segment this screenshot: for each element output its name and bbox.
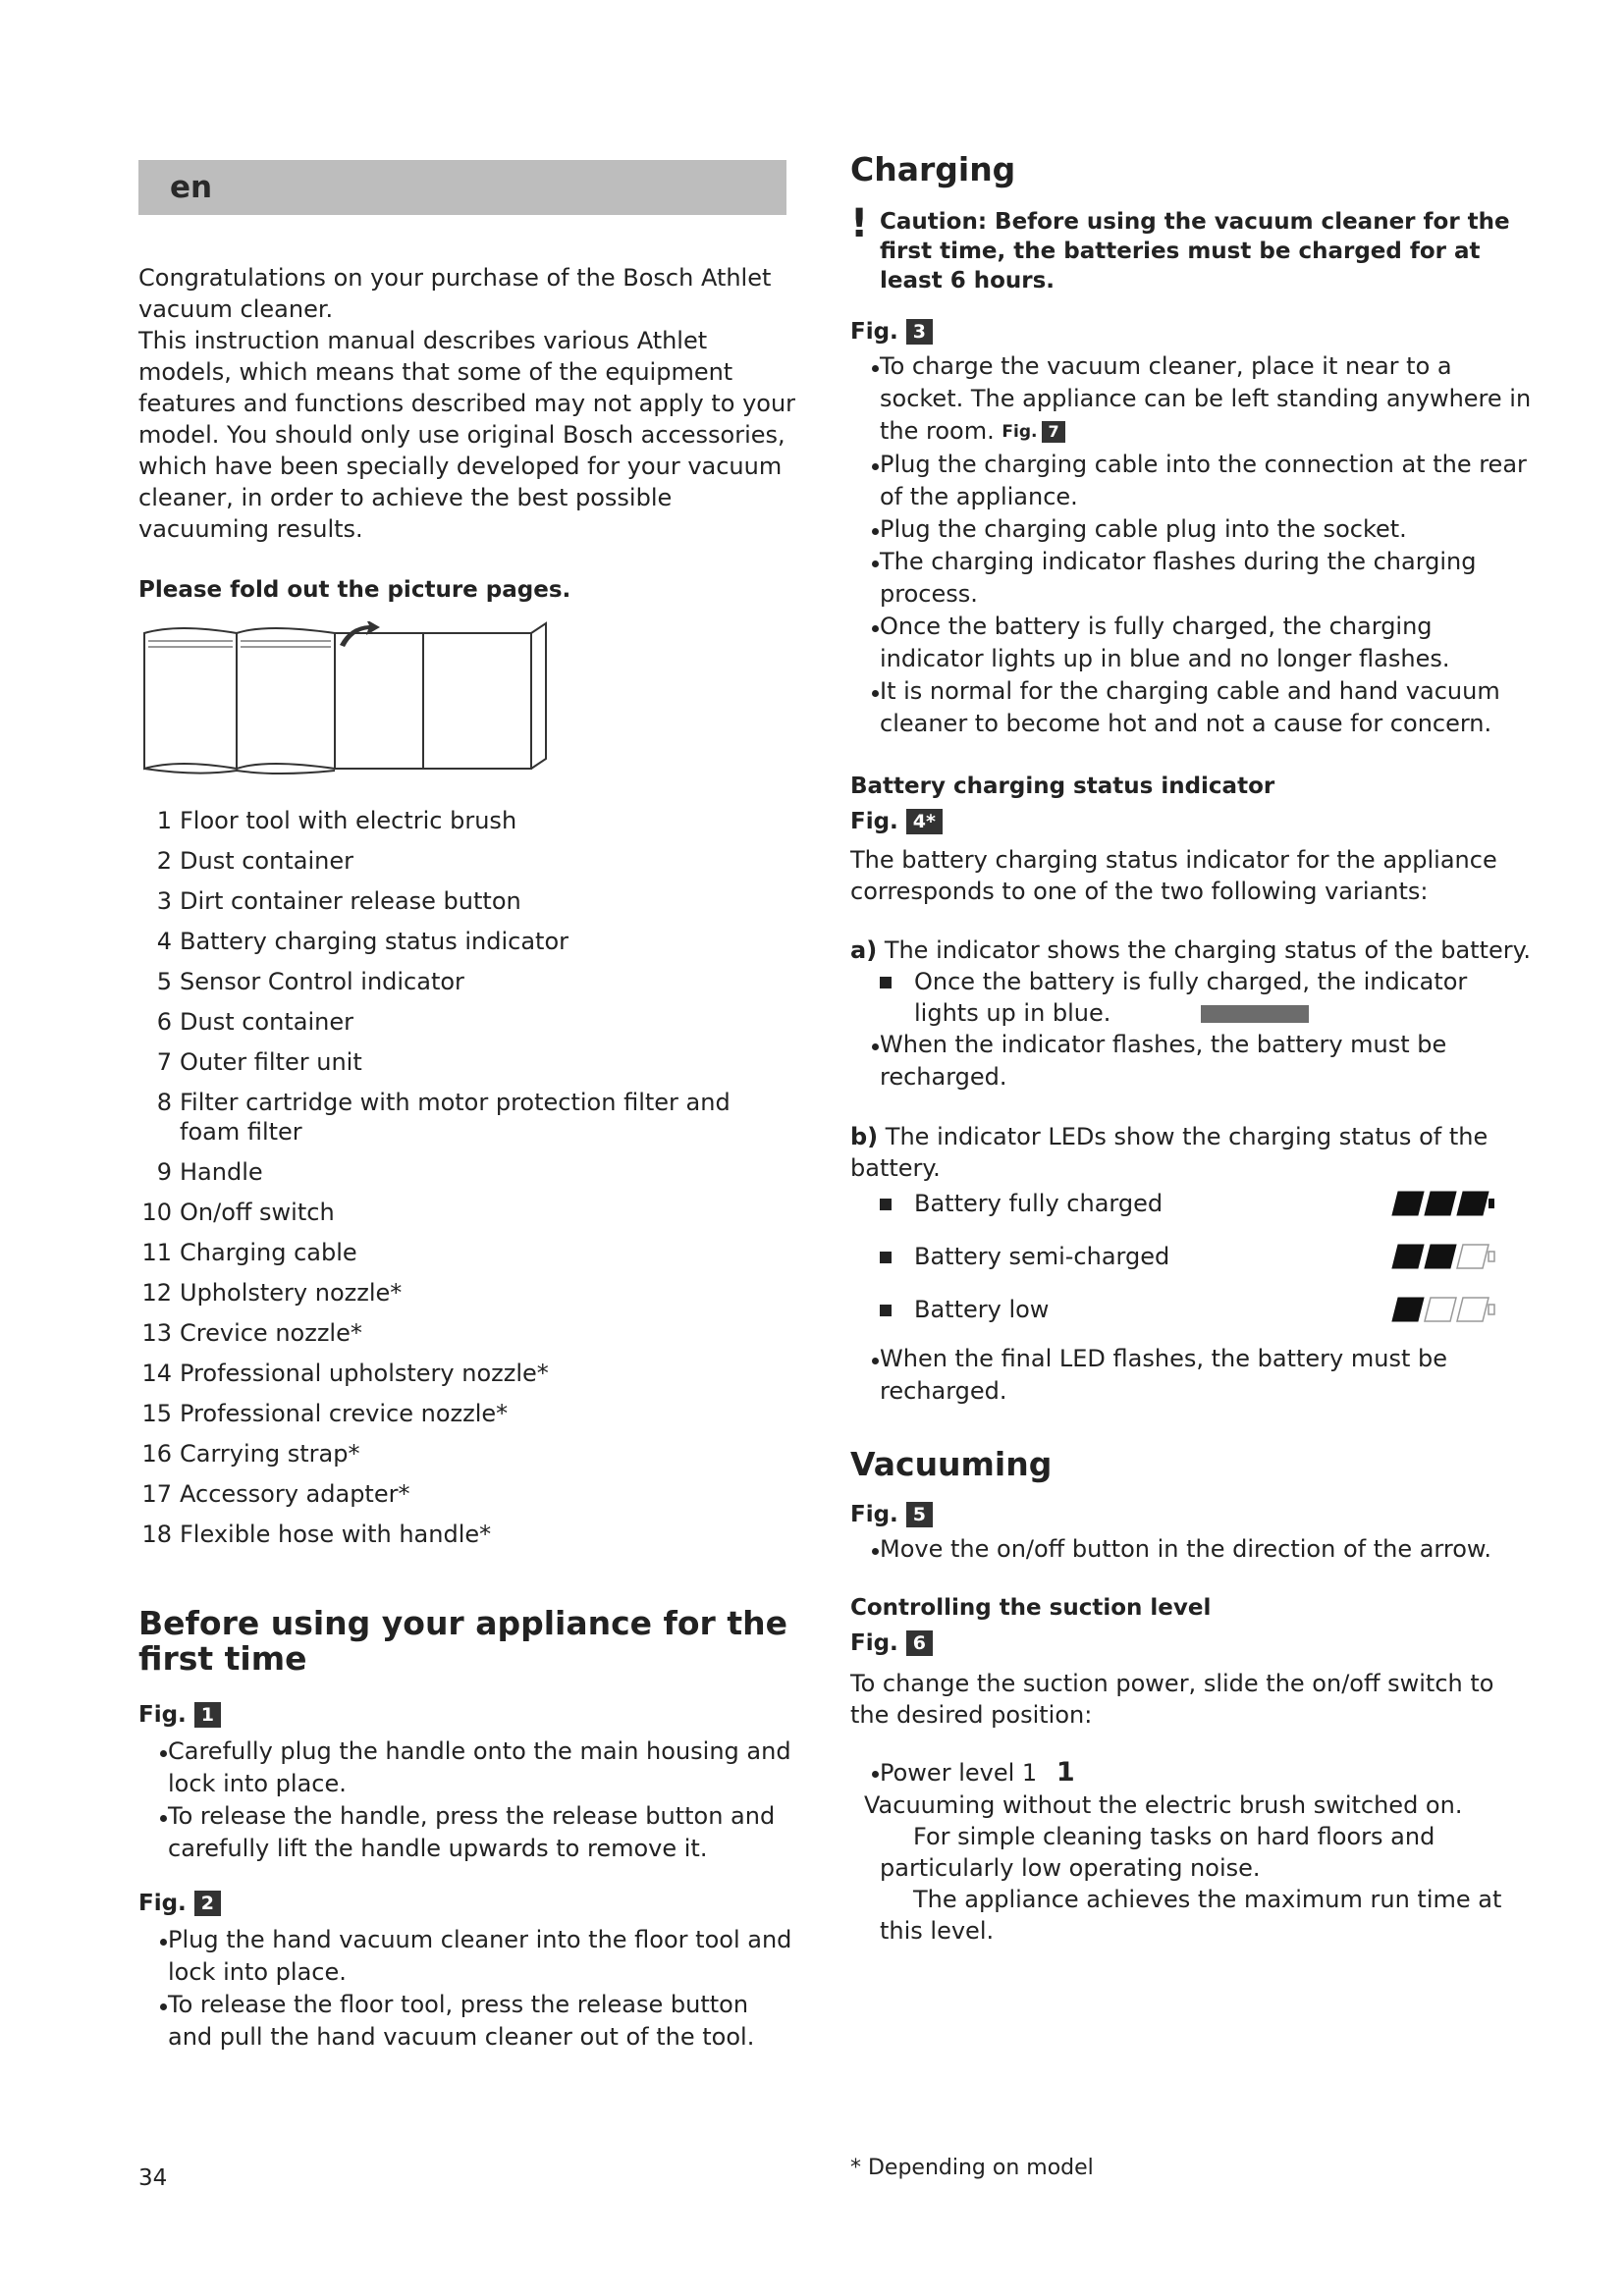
- part-number: 3: [156, 887, 172, 915]
- intro-paragraph-1: Congratulations on your purchase of the Bosch Athlet vacuum cleaner.: [138, 264, 772, 323]
- part-number: 1: [156, 807, 172, 834]
- list-item: To charge the vacuum cleaner, place it near to a socket. The appliance can be left standing anywhere in the room. Fig. 7: [850, 350, 1538, 449]
- fig-4-label: Fig. 4*: [850, 809, 1538, 834]
- list-item: [138, 927, 796, 956]
- final-led-note: [850, 1343, 1538, 1408]
- fig-7-reference: Fig. 7: [1001, 416, 1064, 449]
- battery-tip: [1489, 1252, 1494, 1261]
- variant-a-items: [850, 966, 1538, 1029]
- battery-icon: [1382, 1295, 1498, 1324]
- warning-icon: !: [850, 201, 869, 246]
- battery-level-label: Battery fully charged: [850, 1188, 1163, 1219]
- part-number: 10: [141, 1199, 172, 1226]
- list-item: [138, 846, 796, 876]
- part-label: Professional upholstery nozzle*: [180, 1360, 549, 1387]
- charging-steps: [850, 350, 1538, 740]
- power-level-paragraph-2: The appliance achieves the maximum run time at this level.: [880, 1885, 1502, 1945]
- battery-level-label: Battery semi-charged: [850, 1241, 1169, 1272]
- language-bar: [138, 160, 786, 215]
- part-number: 2: [156, 847, 172, 875]
- list-item: When the indicator flashes, the battery must be recharged.: [850, 1029, 1538, 1094]
- part-label: Accessory adapter*: [180, 1480, 410, 1508]
- battery-segment: [1457, 1192, 1489, 1215]
- left-column: [138, 160, 796, 2054]
- part-label: Upholstery nozzle*: [180, 1279, 403, 1307]
- battery-level-row: [850, 1241, 1498, 1272]
- battery-level-row: [850, 1294, 1498, 1325]
- fig-2-label: Fig. 2: [138, 1891, 796, 1916]
- part-label: Dust container: [180, 847, 353, 875]
- battery-segment: [1392, 1245, 1424, 1268]
- part-label: Sensor Control indicator: [180, 968, 464, 995]
- list-item: Once the battery is fully charged, the charging indicator lights up in blue and no longer flashes.: [850, 611, 1538, 675]
- blue-indicator-bar: [1201, 1005, 1309, 1023]
- part-number: 4: [156, 928, 172, 955]
- page-number: 34: [138, 2165, 168, 2191]
- battery-segment: [1392, 1192, 1424, 1215]
- part-label: Floor tool with electric brush: [180, 807, 517, 834]
- fig-1-number: 1: [194, 1702, 221, 1728]
- battery-icon: [1382, 1189, 1498, 1218]
- power-level-paragraph-1: For simple cleaning tasks on hard floors and particularly low operating noise.: [880, 1822, 1435, 1882]
- battery-icon: [1382, 1242, 1498, 1271]
- list-item: Move the on/off button in the direction of the arrow.: [850, 1533, 1538, 1566]
- suction-level-heading: Controlling the suction level: [850, 1594, 1212, 1621]
- caution-note: [850, 201, 1538, 295]
- part-label: On/off switch: [180, 1199, 335, 1226]
- battery-segment: [1425, 1298, 1456, 1321]
- battery-level-row: [850, 1188, 1498, 1219]
- battery-segment: [1457, 1298, 1489, 1321]
- list-item: [138, 1479, 796, 1509]
- list-item: [138, 1359, 796, 1388]
- part-number: 18: [141, 1521, 172, 1548]
- list-item: Plug the charging cable plug into the socket.: [850, 513, 1538, 546]
- part-number: 11: [141, 1239, 172, 1266]
- list-item: When the final LED flashes, the battery must be recharged.: [850, 1343, 1538, 1408]
- part-label: Crevice nozzle*: [180, 1319, 362, 1347]
- part-label: Dirt container release button: [180, 887, 521, 915]
- list-item: Carefully plug the handle onto the main housing and lock into place.: [138, 1735, 796, 1800]
- fig-5-number: 5: [906, 1502, 933, 1527]
- list-item: [138, 1399, 796, 1428]
- part-label: Carrying strap*: [180, 1440, 360, 1468]
- list-item: [138, 1088, 796, 1147]
- part-number: 15: [141, 1400, 172, 1427]
- battery-segment: [1425, 1245, 1456, 1268]
- fig-5-label: Fig. 5: [850, 1502, 1538, 1527]
- power-level-list: [850, 1756, 1538, 1789]
- battery-segment: [1425, 1192, 1456, 1215]
- fig-2-steps: [138, 1924, 796, 2054]
- fold-note: Please fold out the picture pages.: [138, 577, 571, 603]
- battery-level-label: Battery low: [850, 1294, 1049, 1325]
- fig-3-label: Fig. 3: [850, 319, 1538, 345]
- list-item: [138, 1198, 796, 1227]
- parts-list: [138, 806, 796, 1549]
- part-number: 16: [141, 1440, 172, 1468]
- part-label: Dust container: [180, 1008, 353, 1036]
- list-item: To release the handle, press the release button and carefully lift the handle upwards to remove it.: [138, 1800, 796, 1865]
- list-item: Once the battery is fully charged, the indicator lights up in blue.: [850, 966, 1538, 1029]
- list-item: The charging indicator flashes during the charging process.: [850, 546, 1538, 611]
- list-item: [138, 1047, 796, 1077]
- vacuuming-steps: [850, 1533, 1538, 1566]
- part-number: 7: [156, 1048, 172, 1076]
- list-item: [138, 806, 796, 835]
- fig-1-steps: [138, 1735, 796, 1865]
- list-item: [138, 1439, 796, 1468]
- part-number: 9: [156, 1158, 172, 1186]
- list-item: [138, 1157, 796, 1187]
- list-item: [138, 1520, 796, 1549]
- footnote: * Depending on model: [850, 2156, 1094, 2180]
- list-item: Plug the charging cable into the connection at the rear of the appliance.: [850, 449, 1538, 513]
- list-item: [138, 886, 796, 916]
- part-number: 13: [141, 1319, 172, 1347]
- part-number: 5: [156, 968, 172, 995]
- before-first-use-heading: Before using your appliance for the first time: [138, 1604, 787, 1678]
- power-level-line: Vacuuming without the electric brush switched on.: [864, 1790, 1463, 1819]
- variant-b: b) The indicator LEDs show the charging status of the battery.: [850, 1122, 1489, 1182]
- battery-segment: [1457, 1245, 1489, 1268]
- vacuuming-heading: Vacuuming: [850, 1444, 1053, 1483]
- part-number: 6: [156, 1008, 172, 1036]
- right-column: [850, 152, 1538, 1947]
- fig-2-number: 2: [194, 1891, 221, 1916]
- part-number: 8: [156, 1089, 172, 1116]
- battery-segment: [1392, 1298, 1424, 1321]
- part-label: Handle: [180, 1158, 263, 1186]
- list-item: To release the floor tool, press the release button and pull the hand vacuum cleaner out of the tool.: [138, 1989, 796, 2054]
- fold-out-booklet-illustration: [138, 621, 551, 778]
- part-label: Charging cable: [180, 1239, 357, 1266]
- part-number: 12: [141, 1279, 172, 1307]
- list-item: [138, 1278, 796, 1308]
- power-level-symbol: 1: [1056, 1756, 1075, 1788]
- list-item: [138, 1238, 796, 1267]
- fig-3-number: 3: [906, 319, 933, 345]
- part-label: Professional crevice nozzle*: [180, 1400, 509, 1427]
- variant-a: a) The indicator shows the charging status of the battery.: [850, 935, 1532, 964]
- list-item: [138, 967, 796, 996]
- part-label: Outer filter unit: [180, 1048, 362, 1076]
- part-number: 17: [141, 1480, 172, 1508]
- list-item: [138, 1007, 796, 1037]
- fig-1-label: Fig. 1: [138, 1702, 796, 1728]
- fig-4-number: 4*: [906, 809, 943, 834]
- battery-status-heading: Battery charging status indicator: [850, 773, 1275, 799]
- list-item: [138, 1318, 796, 1348]
- battery-tip: [1489, 1199, 1494, 1208]
- charging-heading: Charging: [850, 150, 1016, 188]
- battery-tip: [1489, 1305, 1494, 1314]
- battery-levels: [850, 1188, 1538, 1325]
- list-item: It is normal for the charging cable and hand vacuum cleaner to become hot and not a cause for concern.: [850, 675, 1538, 740]
- part-number: 14: [141, 1360, 172, 1387]
- list-item: Plug the hand vacuum cleaner into the floor tool and lock into place.: [138, 1924, 796, 1989]
- caution-text: Caution: Before using the vacuum cleaner for the first time, the batteries must be charged for at least 6 hours.: [880, 209, 1510, 294]
- intro-paragraph-2: This instruction manual describes various Athlet models, which means that some of the equipment features and functions described may not apply to your model. You should only use original Bosch accessories, which have been specially developed for your vacuum cleaner, in order to achieve the best possible vacuuming results.: [138, 327, 796, 543]
- part-label: Battery charging status indicator: [180, 928, 569, 955]
- language-label: en: [170, 170, 213, 205]
- variant-a-flash-note: [850, 1029, 1538, 1094]
- fig-6-number: 6: [906, 1630, 933, 1656]
- fig-6-label: Fig. 6: [850, 1630, 1538, 1656]
- suction-description: To change the suction power, slide the on/off switch to the desired position:: [850, 1669, 1494, 1729]
- battery-description: The battery charging status indicator for the appliance corresponds to one of the two following variants:: [850, 845, 1497, 905]
- part-label: Filter cartridge with motor protection filter and foam filter: [180, 1089, 731, 1146]
- part-label: Flexible hose with handle*: [180, 1521, 492, 1548]
- intro-text: [138, 262, 796, 545]
- list-item: Power level 1 1: [850, 1756, 1538, 1789]
